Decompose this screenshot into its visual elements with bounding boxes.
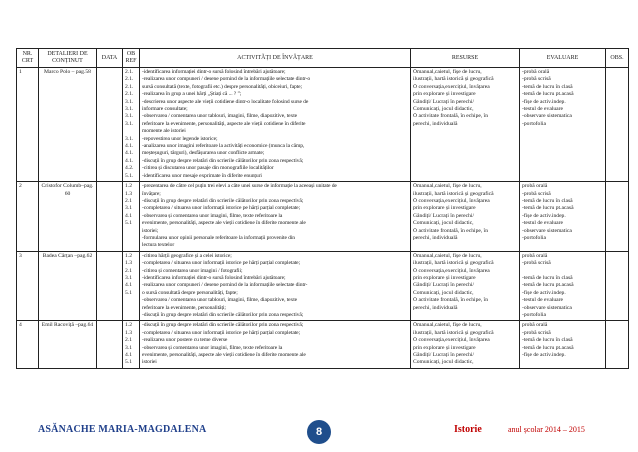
- resources-line: Ǒ conversația,exercițiul, învățarea: [413, 337, 490, 344]
- evaluation-line: probă orală: [522, 183, 548, 190]
- content-detail: Badea Cârțan –pag.62: [39, 251, 97, 321]
- row-number: 2: [17, 182, 39, 252]
- objective-refs-line: 4.1: [125, 352, 132, 359]
- resources-line: Comunicați, jocul didactic,: [413, 289, 474, 296]
- objective-refs-line: 2.1.: [125, 69, 134, 75]
- evaluation-line: -portofolia: [522, 120, 546, 127]
- observations-cell: [606, 321, 629, 368]
- table-row: [17, 182, 629, 252]
- learning-activities-line: -analizarea unor imagini referitoare la activități economice (munca la câmp,: [142, 143, 305, 150]
- learning-activities-line: -observarea / comentarea unor tablouri, imagini, filme, diapozitive, texte: [142, 297, 298, 304]
- learning-activities-line: -identificarea informației dintr-o sursă folosind întrebări ajutătoare;: [142, 69, 286, 75]
- evaluation-line: -probă scrisă: [522, 260, 551, 267]
- objective-refs-line: 3.1: [125, 344, 132, 351]
- learning-activities-line: -descrierea unor aspecte ale vieții cotidiene dintr-o localitate folosind surse de: [142, 98, 309, 105]
- evaluation-line: -portofolia: [522, 234, 546, 241]
- evaluation-line: -temă de lucru în clasă: [522, 197, 573, 204]
- observations-cell: [606, 68, 629, 182]
- learning-activities-line: -realizarea unor compuneri / desene pornind de la informațiile selectate dintr-o: [142, 76, 311, 83]
- learning-activities-line: -realizarea în grup a unei hărți „Știați că ... ? ”;: [142, 91, 242, 98]
- table-row: [17, 68, 629, 182]
- resources-line: Ǒmanual,caietul, fișe de lucru,: [413, 252, 482, 259]
- objective-refs-line: 3.1.: [125, 106, 134, 113]
- objective-refs-line: 3.1: [125, 274, 132, 281]
- evaluation-line: -portofolia: [522, 311, 546, 318]
- learning-activities: [140, 68, 411, 182]
- resources-line: prin explorare și investigare: [413, 205, 476, 212]
- header-data: DATA: [97, 49, 123, 68]
- objective-refs-line: 3.1: [125, 205, 132, 212]
- evaluation-line: -temă de lucru pt.acasă: [522, 282, 574, 289]
- row-number: 1: [17, 68, 39, 182]
- learning-activities-line: -identificarea informației dintr-o sursă folosind întrebări ajutătoare;: [142, 274, 286, 281]
- objective-refs-line: 2.1: [125, 267, 132, 274]
- objective-refs-line: 1.2: [125, 252, 132, 259]
- evaluation-line: -testul de evaluare: [522, 106, 563, 113]
- resources-line: prin explorare și investigare: [413, 274, 476, 281]
- evaluation-line: -temă de lucru în clasă: [522, 83, 573, 90]
- evaluation-line: probă orală: [522, 252, 548, 259]
- evaluation-line: -temă de lucru pt.acasă: [522, 205, 574, 212]
- resources-line: Gândiți/ Lucrați în perechi/: [413, 352, 475, 359]
- table-row: [17, 251, 629, 321]
- objective-refs-line: 2.1.: [125, 76, 134, 83]
- learning-activities: [140, 321, 411, 368]
- resources-line: Ǒmanual,caietul, fișe de lucru,: [413, 183, 482, 190]
- resources-line: perechi, individuală: [413, 304, 458, 311]
- objective-refs-line: 4.2.: [125, 165, 134, 172]
- evaluation-line: -fișe de activ.indep.: [522, 212, 566, 219]
- resources-line: Ǒ conversația,exercițiul, învățarea: [413, 197, 490, 204]
- evaluation-line: -testul de evaluare: [522, 220, 563, 227]
- evaluation-line: -testul de evaluare: [522, 297, 563, 304]
- learning-activities-line: -observarea și comentarea unor imagini, filme, texte referitoare la: [142, 344, 283, 351]
- learning-activities-line: -discuții în grup despre relatări din scrierile călătorilor prin zona respectivă;: [142, 197, 304, 204]
- resources-line: Ǒ activitate frontală, în echipe, în: [413, 227, 489, 234]
- resources-line: Ǒmanual,caietul, fișe de lucru,: [413, 322, 482, 329]
- learning-activities-line: -prezentarea de către cel puțin trei elevi a câte unei surse de informație la aceeași unitate de: [142, 183, 337, 190]
- objective-refs-line: 4.1.: [125, 150, 134, 157]
- resources-line: Ǒ activitate frontală, în echipe, în: [413, 297, 489, 304]
- objective-refs-line: 3.1.: [125, 113, 134, 120]
- resources-line: ilustrații, hartă istorică și geografică: [413, 190, 494, 197]
- learning-activities-line: -discuții în grup despre relatări din scrierile călătorilor prin zona respectivă;: [142, 157, 304, 164]
- table-row: [17, 321, 629, 368]
- resources-line: Comunicați, jocul didactic,: [413, 220, 474, 227]
- header-nr: NR. CRT: [17, 49, 39, 68]
- header-detalieri: DETALIERI DE CONȚINUT: [39, 49, 97, 68]
- objective-refs: [123, 68, 140, 182]
- evaluation-line: -observare sistematica: [522, 227, 572, 234]
- learning-activities-line: -citirea hărții geografice și a celei istorice;: [142, 252, 232, 259]
- objective-refs-line: 2.1: [125, 197, 132, 204]
- school-year: anul școlar 2014 – 2015: [508, 425, 585, 434]
- resources-line: ilustrații, hartă istorică și geografică: [413, 76, 494, 83]
- objective-refs-line: 1.3: [125, 260, 132, 267]
- date-cell: [97, 68, 123, 182]
- resources-line: Ǒ activitate frontală, în echipe, în: [413, 113, 489, 120]
- evaluation-line: -observare sistematica: [522, 304, 572, 311]
- evaluation-line: [522, 268, 603, 275]
- objective-refs-line: 4.1: [125, 282, 132, 289]
- content-detail: Cristofor Columb–pag. 60: [39, 182, 97, 252]
- objective-refs-line: 1.2: [125, 183, 132, 190]
- learning-activities-line: -observarea și comentarea unor imagini, filme, texte referitoare la: [142, 212, 283, 219]
- resources-line: Comunicați, jocul didactic,: [413, 106, 474, 113]
- resources-line: Ǒ conversația,exercițiul, învățarea: [413, 83, 490, 90]
- evaluation-line: -probă scrisă: [522, 329, 551, 336]
- learning-activities-line: referitoare la evenimente, personalități, aspecte ale vieții cotidiene în diferite: [142, 120, 306, 127]
- evaluation: [520, 182, 606, 252]
- evaluation-line: -fișe de activ.indep.: [522, 98, 566, 105]
- page-footer: [0, 418, 638, 452]
- resources-line: perechi, individuală: [413, 120, 458, 127]
- objective-refs-line: 1.2: [125, 322, 132, 329]
- content-detail: Marco Polo – pag.58: [39, 68, 97, 182]
- learning-activities-line: -realizarea unor postere cu teme diverse: [142, 337, 228, 344]
- learning-activities-line: -discuții în grup despre relatări din scrierile călătorilor prin zona respectivă;: [142, 312, 304, 318]
- evaluation-line: -temă de lucru în clasă: [522, 337, 573, 344]
- learning-activities-line: evenimente, personalități, aspecte ale vieții cotidiene în diferite momente ale: [142, 220, 306, 227]
- learning-activities-line: -citirea și discutarea unor pasaje din monografiile localităților: [142, 165, 274, 172]
- resources: [411, 321, 520, 368]
- resources-line: Ǒmanual,caietul, fișe de lucru,: [413, 69, 482, 75]
- date-cell: [97, 321, 123, 368]
- learning-activities-line: istoriei;: [142, 227, 159, 234]
- learning-activities-line: o sursă consultată despre personalități, fapte;: [142, 289, 238, 296]
- learning-activities: [140, 251, 411, 321]
- learning-activities-line: -citirea și comentarea unor imagini / fotografii;: [142, 267, 243, 274]
- resources-line: ilustrații, hartă istorică și geografică: [413, 329, 494, 336]
- learning-activities-line: -observarea / comentarea unor tablouri, imagini, filme, diapozitive, texte: [142, 113, 298, 120]
- evaluation-line: probă orală: [522, 322, 548, 329]
- evaluation: [520, 321, 606, 368]
- learning-activities-line: momente ale istoriei: [142, 128, 186, 135]
- objective-refs-line: 4.1.: [125, 157, 134, 164]
- objective-refs: [123, 182, 140, 252]
- objective-refs-line: 2.1.: [125, 91, 134, 98]
- evaluation-line: -probă orală: [522, 69, 550, 75]
- header-resurse: RESURSE: [411, 49, 520, 68]
- objective-refs-line: 3.1.: [125, 98, 134, 105]
- objective-refs-line: 3.1.: [125, 120, 134, 127]
- resources-line: Gândiți/ Lucrați în perechi/: [413, 98, 475, 105]
- objective-refs: [123, 251, 140, 321]
- row-number: 4: [17, 321, 39, 368]
- learning-activities-line: sursă consultată (texte, fotografii etc.) despre personalități, obiceiuri, fapte;: [142, 83, 302, 90]
- objective-refs-line: 2.1.: [125, 83, 134, 90]
- objective-refs-line: 1.3: [125, 329, 132, 336]
- lesson-plan-table: [16, 48, 629, 369]
- author-name: ASĂNACHE MARIA-MAGDALENA: [38, 424, 207, 435]
- resources-line: prin explorare și investigare: [413, 91, 476, 98]
- resources: [411, 68, 520, 182]
- content-detail: Emil Racoviță –pag.64: [39, 321, 97, 368]
- learning-activities-line: -realizarea unor compuneri / desene pornind de la informațiile selectate dintr-: [142, 282, 308, 289]
- date-cell: [97, 251, 123, 321]
- header-ob-ref: OB REF: [123, 49, 140, 68]
- resources-line: prin explorare și investigare: [413, 344, 476, 351]
- header-evaluare: EVALUARE: [520, 49, 606, 68]
- learning-activities-line: -completarea / situarea unor informații istorice pe hărți parțial completate;: [142, 260, 301, 267]
- learning-activities-line: -completarea / situarea unor informații istorice pe hărți parțial completate;: [142, 205, 301, 212]
- evaluation-line: -fișe de activ.indep.: [522, 289, 566, 296]
- evaluation-line: -temă de lucru pt.acasă: [522, 344, 574, 351]
- row-number: 3: [17, 251, 39, 321]
- learning-activities-line: informare consultate;: [142, 106, 188, 113]
- resources-line: Ǒ conversația,exercițiul, învățarea: [413, 267, 490, 274]
- objective-refs-line: 1.3: [125, 190, 132, 197]
- learning-activities-line: -identificarea unor mesaje exprimate în diferite enunțuri: [142, 172, 262, 179]
- header-obs: OBS.: [606, 49, 629, 68]
- learning-activities-line: evenimente, personalități, aspecte ale vieții cotidiene în diferite momente ale: [142, 352, 306, 359]
- objective-refs-line: 4.1.: [125, 143, 134, 150]
- evaluation: [520, 68, 606, 182]
- learning-activities-line: învățare;: [142, 190, 161, 197]
- objective-refs-line: 5.1.: [125, 172, 134, 179]
- header-activitati: ACTIVITĂȚI DE ÎNVĂȚARE: [140, 49, 411, 68]
- learning-activities-line: meșteșuguri, târguri), desfășurarea unor conflicte armate;: [142, 150, 265, 157]
- subject-label: Istorie: [454, 424, 482, 435]
- learning-activities-line: lectura textelor: [142, 242, 175, 249]
- evaluation-line: -fișe de activ.indep.: [522, 352, 566, 359]
- resources-line: Gândiți/ Lucrați în perechi/: [413, 282, 475, 289]
- objective-refs-line: 5.1: [125, 220, 132, 227]
- objective-refs-line: [125, 128, 137, 135]
- evaluation-line: -temă de lucru în clasă: [522, 274, 573, 281]
- evaluation-line: -probă scrisă: [522, 190, 551, 197]
- objective-refs: [123, 321, 140, 368]
- objective-refs-line: 5.1: [125, 289, 132, 296]
- learning-activities-line: referitoare la evenimente, personalități;: [142, 304, 226, 311]
- evaluation-line: -temă de lucru pt.acasă: [522, 91, 574, 98]
- objective-refs-line: 5.1: [125, 359, 132, 366]
- resources-line: ilustrații, hartă istorică și geografică: [413, 260, 494, 267]
- learning-activities-line: -completarea / situarea unor informații istorice pe hărți parțial completate;: [142, 329, 301, 336]
- observations-cell: [606, 251, 629, 321]
- learning-activities-line: -formularea unor opinii personale referitoare la informații provenite din: [142, 234, 295, 241]
- evaluation-line: -observare sistematica: [522, 113, 572, 120]
- date-cell: [97, 182, 123, 252]
- objective-refs-line: 3.1.: [125, 135, 134, 142]
- resources-line: Gândiți/ Lucrați în perechi/: [413, 212, 475, 219]
- objective-refs-line: 2.1: [125, 337, 132, 344]
- learning-activities: [140, 182, 411, 252]
- observations-cell: [606, 182, 629, 252]
- resources: [411, 251, 520, 321]
- objective-refs-line: 4.1: [125, 212, 132, 219]
- learning-activities-line: -discuții în grup despre relatări din scrierile călătorilor prin zona respectivă;: [142, 322, 304, 329]
- table-header-row: [17, 49, 629, 68]
- learning-activities-line: -repovestirea unor legende istorice;: [142, 135, 218, 142]
- resources-line: Comunicați, jocul didactic,: [413, 359, 474, 366]
- evaluation: [520, 251, 606, 321]
- page-number-badge: 8: [307, 420, 331, 444]
- learning-activities-line: istoriei: [142, 359, 157, 366]
- resources: [411, 182, 520, 252]
- evaluation-line: -probă scrisă: [522, 76, 551, 83]
- resources-line: perechi, individuală: [413, 234, 458, 241]
